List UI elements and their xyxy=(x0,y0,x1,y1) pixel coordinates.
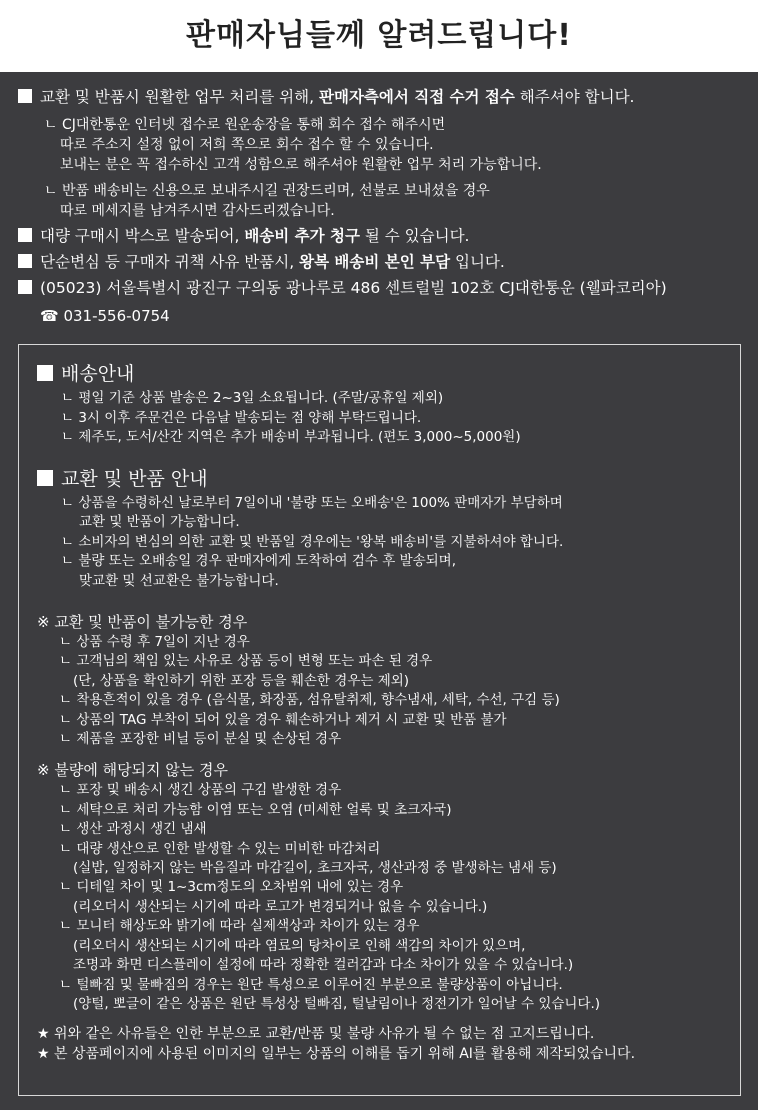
phone-number: ☎ 031-556-0754 xyxy=(40,307,170,325)
notice-sub: ㄴ CJ대한통운 인터넷 접수로 원운송장을 통해 회수 접수 해주시면 xyxy=(44,117,446,133)
notice-emphasis: 배송비 추가 청구 xyxy=(244,227,360,245)
exchange-item: 교환 및 반품이 가능합니다. xyxy=(79,514,240,530)
not-defect-item: (리오더시 생산되는 시기에 따라 염료의 탕차이로 인해 색감의 차이가 있으며, xyxy=(73,937,526,954)
notice-emphasis: 판매자측에서 직접 수거 접수 xyxy=(319,88,515,106)
notice-sub: 따로 메세지를 남겨주시면 감사드리겠습니다. xyxy=(60,203,335,219)
not-defect-item: (양털, 뽀글이 같은 상품은 원단 특성상 털빠짐, 털날림이나 정전기가 일어날 수 있습니다.) xyxy=(73,995,601,1012)
not-allowed-item: ㄴ 상품의 TAG 부착이 되어 있을 경우 훼손하거나 제거 시 교환 및 반품 불가 xyxy=(59,711,507,728)
not-defect-item: ㄴ 디테일 차이 및 1~3cm정도의 오차범위 내에 있는 경우 xyxy=(59,879,404,896)
not-allowed-item: ㄴ 고객님의 책임 있는 사유로 상품 등이 변형 또는 파손 된 경우 xyxy=(59,653,433,670)
exchange-item: ㄴ 소비자의 변심의 의한 교환 및 반품일 경우에는 '왕복 배송비'를 지불하셔야 합니다. xyxy=(61,533,564,550)
square-bullet-icon xyxy=(37,365,53,381)
notice-sub: 보내는 분은 꼭 접수하신 고객 성함으로 해주셔야 원활한 업무 처리 가능합니다. xyxy=(60,157,542,173)
notice-bulk-line: 대량 구매시 박스로 발송되어, 배송비 추가 청구 될 수 있습니다. xyxy=(18,225,748,248)
not-allowed-item: ㄴ 제품을 포장한 비닐 등이 분실 및 손상된 경우 xyxy=(59,731,342,748)
not-allowed-item: ㄴ 상품 수령 후 7일이 지난 경우 xyxy=(59,634,250,650)
notice-sub: ㄴ 반품 배송비는 신용으로 보내주시길 권장드리며, 선불로 보내셨을 경우 xyxy=(44,183,490,199)
delivery-item: ㄴ 3시 이후 주문건은 다음날 발송되는 점 양해 부탁드립니다. xyxy=(61,409,422,426)
delivery-item: ㄴ 평일 기준 상품 발송은 2~3일 소요됩니다. (주말/공휴일 제외) xyxy=(61,390,444,406)
footer-note: ★ 본 상품페이지에 사용된 이미지의 일부는 상품의 이해를 돕기 위해 AI를 활용해 제작되었습니다. xyxy=(37,1046,636,1063)
not-defect-item: (실밥, 일정하지 않는 박음질과 마감길이, 초크자국, 생산과정 중 발생하는 냄새 등) xyxy=(73,860,557,877)
square-bullet-icon xyxy=(18,89,32,103)
not-defect-item: 조명과 화면 디스플레이 설정에 따라 정확한 컬러감과 다소 차이가 있을 수 있습니다.) xyxy=(73,957,574,974)
not-defect-item: ㄴ 생산 과정시 생긴 냄새 xyxy=(59,821,207,838)
delivery-section-title: 배송안내 xyxy=(37,359,730,389)
footer-note: ★ 위와 같은 사유들은 인한 부분으로 교환/반품 및 불량 사유가 될 수 없는 점 고지드립니다. xyxy=(37,1026,595,1043)
not-defect-title: ※ 불량에 해당되지 않는 경우 xyxy=(37,761,229,780)
notice-return-fee-line: 단순변심 등 구매자 귀책 사유 반품시, 왕복 배송비 본인 부담 입니다. xyxy=(18,251,748,274)
not-allowed-item: (단, 상품을 확인하기 위한 포장 등을 훼손한 경우는 제외) xyxy=(73,672,410,689)
square-bullet-icon xyxy=(37,470,53,486)
not-allowed-item: ㄴ 착용흔적이 있을 경우 (음식물, 화장품, 섬유탈취제, 향수냄새, 세탁, 수선, 구김 등) xyxy=(59,692,560,709)
seller-notice xyxy=(18,86,748,328)
exchange-item: 맞교환 및 선교환은 불가능합니다. xyxy=(79,572,279,589)
not-defect-item: (리오더시 생산되는 시기에 따라 로고가 변경되거나 없을 수 있습니다.) xyxy=(73,898,488,915)
not-defect-item: ㄴ 모니터 해상도와 밝기에 따라 실제색상과 차이가 있는 경우 xyxy=(59,918,420,935)
square-bullet-icon xyxy=(18,254,32,268)
square-bullet-icon xyxy=(18,280,32,294)
notice-collection-line: 교환 및 반품시 원활한 업무 처리를 위해, 판매자측에서 직접 수거 접수 해주셔야 합니다. xyxy=(18,86,748,109)
exchange-item: ㄴ 상품을 수령하신 날로부터 7일이내 '불량 또는 오배송'은 100% 판매자가 부담하며 xyxy=(61,494,563,511)
notice-emphasis: 왕복 배송비 본인 부담 xyxy=(299,253,451,271)
exchange-section-title: 교환 및 반품 안내 xyxy=(37,464,730,494)
not-defect-item: ㄴ 세탁으로 처리 가능함 이염 또는 오염 (미세한 얼룩 및 초크자국) xyxy=(59,801,452,818)
notice-sub: 따로 주소지 설정 없이 저희 쪽으로 회수 접수 할 수 있습니다. xyxy=(60,137,434,153)
delivery-item: ㄴ 제주도, 도서/산간 지역은 추가 배송비 부과됩니다. (편도 3,000~5,000원) xyxy=(61,429,521,445)
not-defect-item: ㄴ 대량 생산으로 인한 발생할 수 있는 미비한 마감처리 xyxy=(59,840,381,857)
notice-address-line: (05023) 서울특별시 광진구 구의동 광나루로 486 센트럴빌 102호 CJ대한통운 (웰파코리아) xyxy=(18,277,748,300)
square-bullet-icon xyxy=(18,228,32,242)
policy-box xyxy=(18,344,741,1096)
exchange-item: ㄴ 불량 또는 오배송일 경우 판매자에게 도착하여 검수 후 발송되며, xyxy=(61,553,457,569)
page-title: 판매자님들께 알려드립니다! xyxy=(0,0,758,72)
not-defect-item: ㄴ 포장 및 배송시 생긴 상품의 구김 발생한 경우 xyxy=(59,782,342,799)
not-allowed-title: ※ 교환 및 반품이 불가능한 경우 xyxy=(37,613,248,631)
not-defect-item: ㄴ 털빠짐 및 물빠짐의 경우는 원단 특성으로 이루어진 부분으로 불량상품이 아닙니다. xyxy=(59,976,563,993)
